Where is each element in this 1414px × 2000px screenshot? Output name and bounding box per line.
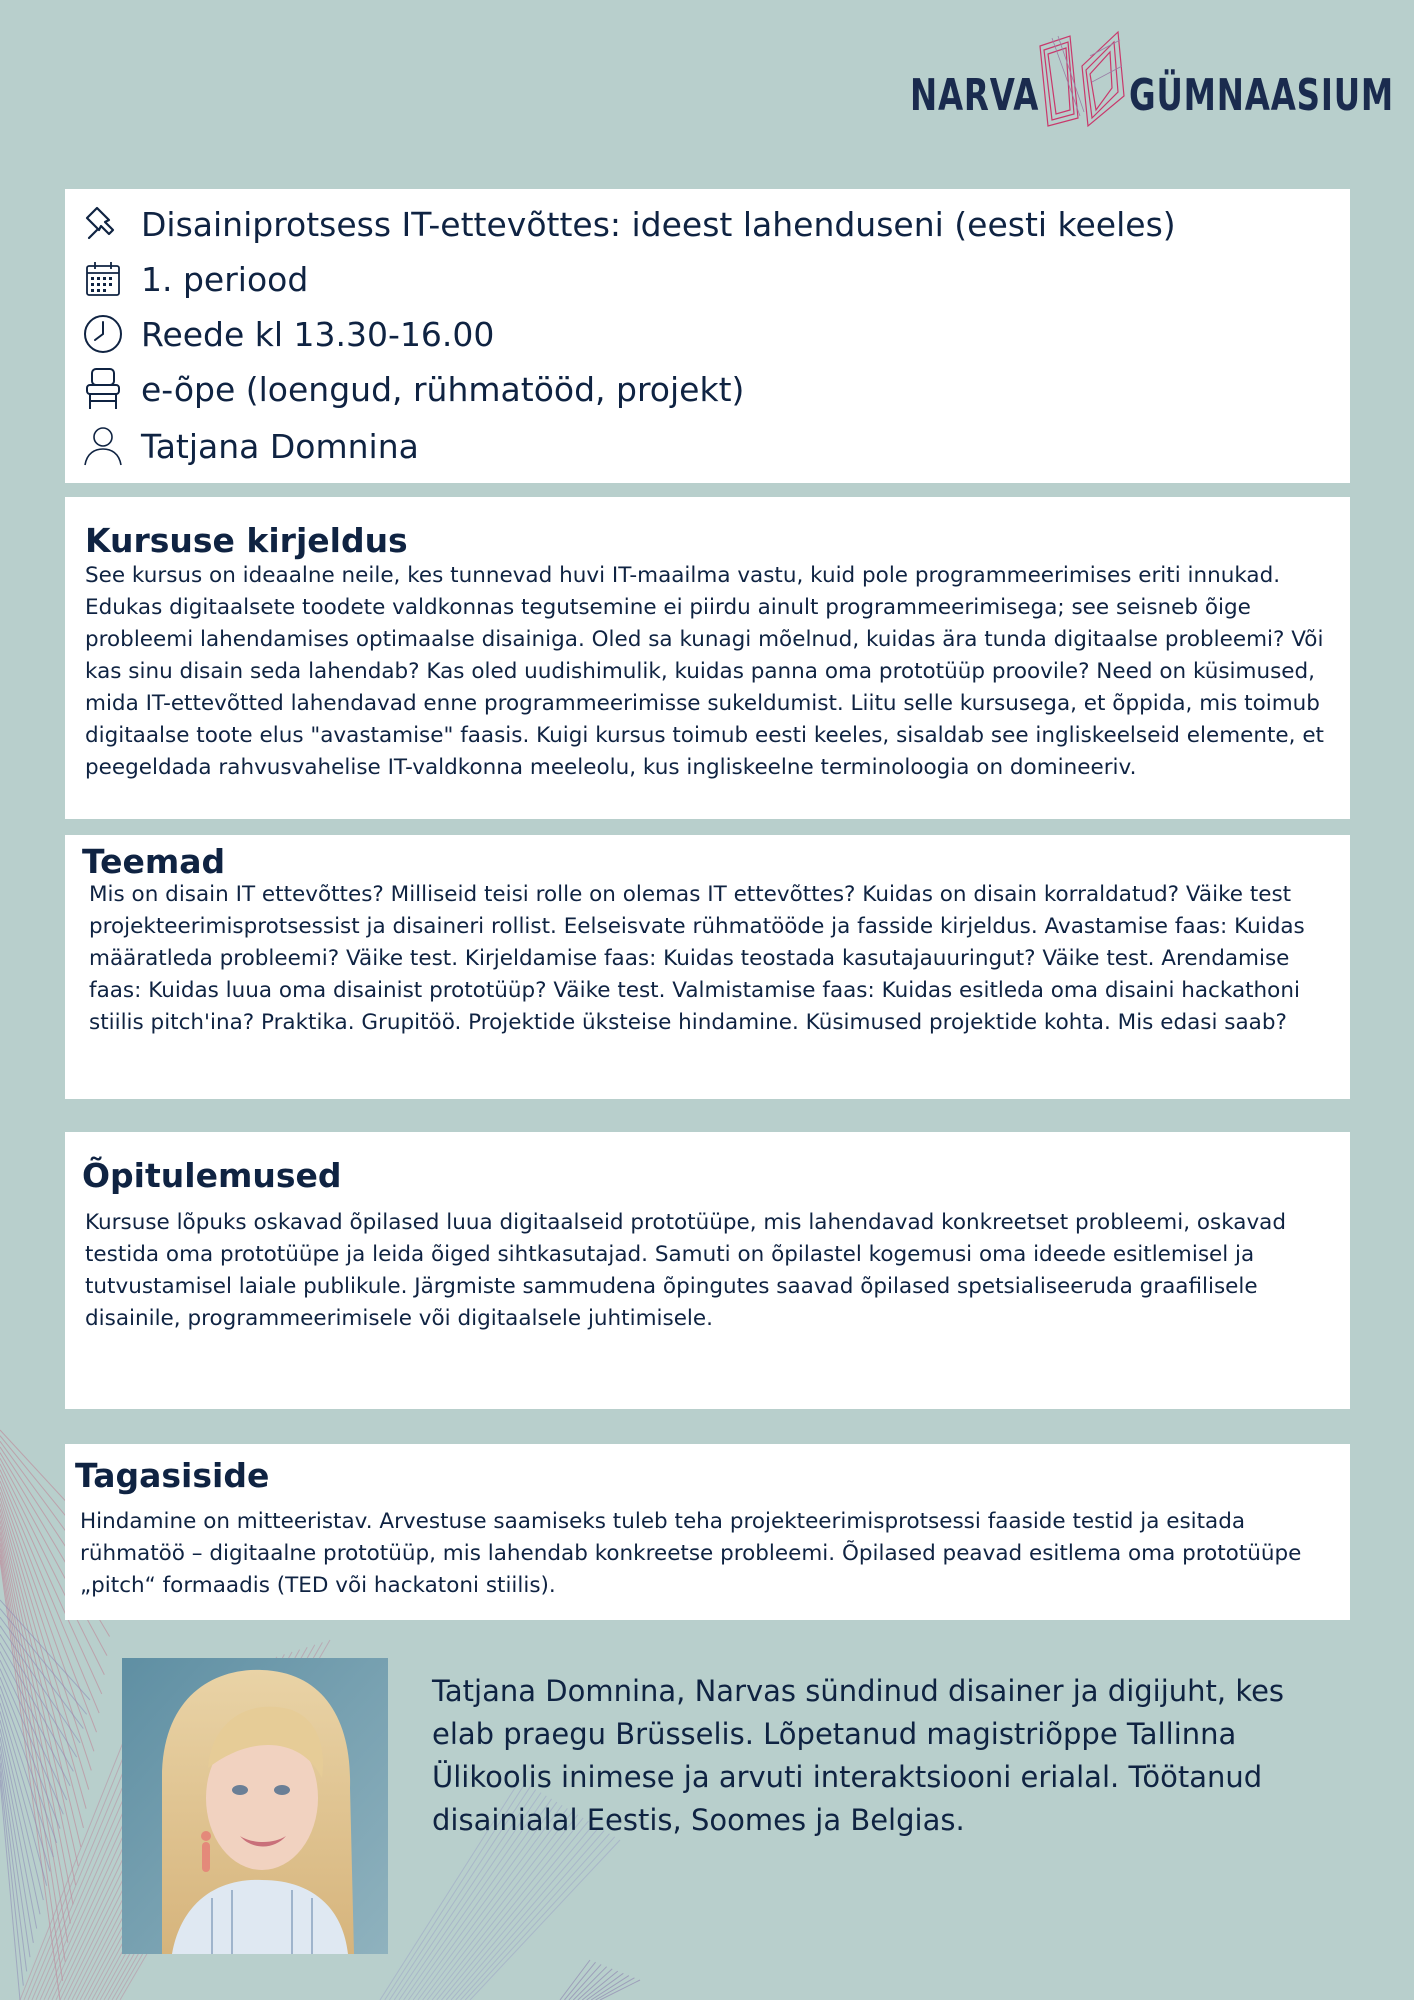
clock-icon — [82, 313, 124, 355]
teacher-name: Tatjana Domnina — [141, 426, 419, 466]
course-info-card — [65, 189, 1350, 483]
outcomes-card — [65, 1132, 1350, 1409]
period-text: 1. periood — [141, 259, 309, 299]
teacher-bio: Tatjana Domnina, Narvas sündinud disainer ja digijuht, kes elab praegu Brüsselis. Lõpetanud magistriõppe Tallinna Ülikoolis inimese ja arvuti interaktsiooni erialal. Töötanud disainialal Eestis, Soomes ja Belgias. — [432, 1674, 1285, 1837]
chair-icon — [82, 368, 124, 410]
person-icon — [82, 425, 124, 467]
time-row — [82, 309, 494, 359]
outcomes-text: Kursuse lõpuks oskavad õpilased luua digitaalseid prototüüpe, mis lahendavad konkreetset probleemi, oskavad testida oma prototüüpe ja leida õiged sihtkasutajad. Samuti on õpilastel kogemusi oma ideede esitlemisel ja tutvustamisel laiale publikule. Järgmiste sammudena õpingutes saavad õpilased spetsialiseeruda graafilisele disainile, programmeerimisele või digitaalsele juhtimisele. — [85, 1210, 1287, 1331]
school-logo — [908, 26, 1395, 130]
pin-icon — [82, 203, 124, 245]
feedback-heading: Tagasiside — [75, 1456, 270, 1495]
course-title: Disainiprotsess IT-ettevõttes: ideest lahenduseni (eesti keeles) — [141, 204, 1176, 244]
outcomes-heading: Õpitulemused — [82, 1156, 342, 1195]
period-row — [82, 254, 308, 304]
topics-heading: Teemad — [82, 842, 226, 881]
topics-text: Mis on disain IT ettevõttes? Milliseid teisi rolle on olemas IT ettevõttes? Kuidas on disain korraldatud? Väike test projekteerimisprotsessist ja disaineri rollist. Eelseisvate rühmatööde ja fasside kirjeldus. Avastamise faas: Kuidas määratleda probleemi? Väike test. Kirjeldamise faas: Kuidas teostada kasutajauuringut? Väike test. Arendamise faas: Kuidas luua oma disainist prototüüp? Väike test. Valmistamise faas: Kuidas esitleda oma disaini hackathoni stiilis pitch'ina? Praktika. Grupitöö. Projektide üksteise hindamine. Küsimused projektide kohta. Mis edasi saab? — [89, 882, 1305, 1035]
description-heading: Kursuse kirjeldus — [85, 521, 408, 560]
logo-mark-icon — [1030, 26, 1130, 130]
topics-card — [65, 835, 1350, 1099]
feedback-card — [65, 1444, 1350, 1620]
description-text: See kursus on ideaalne neile, kes tunnevad huvi IT-maailma vastu, kuid pole programmeerimises eriti innukad. Edukas digitaalsete toodete valdkonnas tegutsemine ei piirdu ainult programmeerimisega; see seisneb õige probleemi lahendamises optimaalse disainiga. Oled sa kunagi mõelnud, kuidas ära tunda digitaalse probleemi? Või kas sinu disain seda lahendab? Kas oled uudishimulik, kuidas panna oma prototüüp proovile? Need on küsimused, mida IT-ettevõtted lahendavad enne programmeerimisse sukeldumist. Liitu selle kursusega, et õppida, mis toimub digitaalse toote elus "avastamise" faasis. Kuigi kursus toimub eesti keeles, sisaldab see ingliskeelseid elemente, et peegeldada rahvusvahelise IT-valdkonna meeleolu, kus ingliskeelne terminoloogia on domineeriv. — [85, 563, 1324, 780]
teacher-row — [82, 421, 419, 471]
format-text: e-õpe (loengud, rühmatööd, projekt) — [141, 369, 745, 409]
feedback-text: Hindamine on mitteeristav. Arvestuse saamiseks tuleb teha projekteerimisprotsessi faaside testid ja esitada rühmatöö – digitaalne prototüüp, mis lahendab konkreetse probleemi. Õpilased peavad esitlema oma prototüüpe „pitch“ formaadis (TED või hackatoni stiilis). — [80, 1509, 1302, 1598]
course-title-row — [82, 199, 1176, 249]
calendar-icon — [82, 258, 124, 300]
logo-text-right: GÜMNAASIUM — [1129, 70, 1395, 121]
format-row — [82, 364, 744, 414]
description-card — [65, 497, 1350, 819]
time-text: Reede kl 13.30-16.00 — [141, 314, 495, 354]
logo-text-left: NARVA — [910, 70, 1040, 121]
teacher-photo — [122, 1658, 388, 1954]
